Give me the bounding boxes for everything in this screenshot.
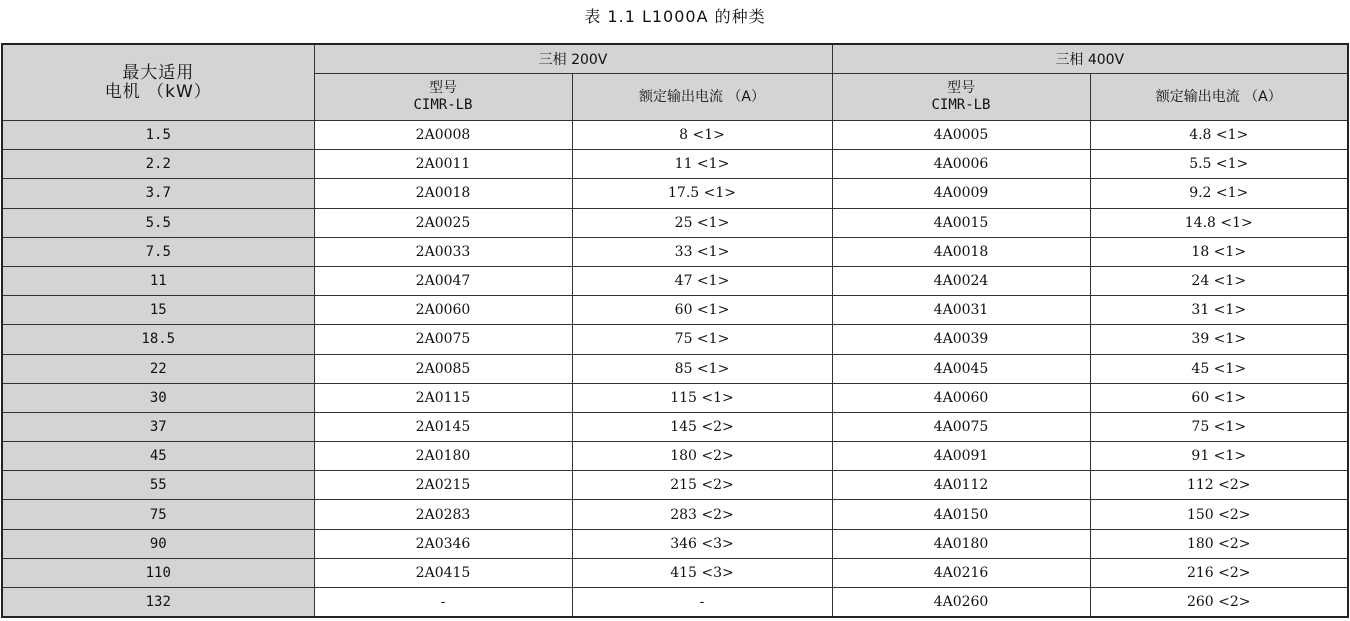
model-400v-cell: 4A0005 (832, 121, 1090, 150)
table-row (2, 412, 1348, 441)
model-400v-cell: 4A0091 (832, 442, 1090, 471)
model-400v-cell: 4A0180 (832, 529, 1090, 558)
model-200v-cell: 2A0215 (314, 471, 572, 500)
model-200v-cell: 2A0145 (314, 412, 572, 441)
motor-kw-cell: 110 (2, 558, 314, 587)
model-200v-cell: 2A0075 (314, 325, 572, 354)
current-200v-cell: 11 <1> (572, 150, 832, 179)
table-row (2, 471, 1348, 500)
motor-kw-cell: 7.5 (2, 237, 314, 266)
model-400v-cell: 4A0075 (832, 412, 1090, 441)
model-400v-cell: 4A0150 (832, 500, 1090, 529)
current-header-400v: 额定输出电流 （A） (1090, 74, 1348, 121)
table-caption: 表 1.1 L1000A 的种类 (584, 7, 766, 26)
motor-kw-cell: 3.7 (2, 179, 314, 208)
current-400v-cell: 60 <1> (1090, 383, 1348, 412)
motor-kw-cell: 5.5 (2, 208, 314, 237)
model-200v-cell: 2A0415 (314, 558, 572, 587)
model-200v-cell: - (314, 588, 572, 618)
current-200v-cell: 60 <1> (572, 296, 832, 325)
model-200v-cell: 2A0018 (314, 179, 572, 208)
model-200v-cell: 2A0283 (314, 500, 572, 529)
table-row (2, 529, 1348, 558)
current-400v-cell: 216 <2> (1090, 558, 1348, 587)
model-400v-cell: 4A0006 (832, 150, 1090, 179)
current-400v-cell: 112 <2> (1090, 471, 1348, 500)
model-400v-cell: 4A0060 (832, 383, 1090, 412)
model-400v-cell: 4A0112 (832, 471, 1090, 500)
motor-kw-cell: 15 (2, 296, 314, 325)
model-200v-cell: 2A0011 (314, 150, 572, 179)
model-200v-cell: 2A0115 (314, 383, 572, 412)
current-header-200v: 额定输出电流 （A） (572, 74, 832, 121)
model-200v-cell: 2A0033 (314, 237, 572, 266)
table-row (2, 266, 1348, 295)
current-400v-cell: 31 <1> (1090, 296, 1348, 325)
table-row (2, 558, 1348, 587)
current-200v-cell: 33 <1> (572, 237, 832, 266)
current-200v-cell: 8 <1> (572, 121, 832, 150)
motor-column-header (2, 44, 314, 121)
motor-kw-cell: 132 (2, 588, 314, 618)
model-200v-cell: 2A0346 (314, 529, 572, 558)
model-200v-cell: 2A0047 (314, 266, 572, 295)
table-row (2, 354, 1348, 383)
model-400v-cell: 4A0031 (832, 296, 1090, 325)
motor-kw-cell: 75 (2, 500, 314, 529)
table-row (2, 325, 1348, 354)
table-row (2, 442, 1348, 471)
drive-spec-table (1, 43, 1349, 618)
model-header-label: 型号 (947, 80, 975, 96)
model-header-prefix: CIMR-LB (931, 97, 991, 113)
current-200v-cell: 215 <2> (572, 471, 832, 500)
current-200v-cell: 25 <1> (572, 208, 832, 237)
motor-kw-cell: 22 (2, 354, 314, 383)
model-header-400v (832, 74, 1090, 121)
model-400v-cell: 4A0216 (832, 558, 1090, 587)
current-400v-cell: 14.8 <1> (1090, 208, 1348, 237)
model-400v-cell: 4A0009 (832, 179, 1090, 208)
current-400v-cell: 39 <1> (1090, 325, 1348, 354)
current-200v-cell: 47 <1> (572, 266, 832, 295)
table-row (2, 500, 1348, 529)
current-400v-cell: 260 <2> (1090, 588, 1348, 618)
current-200v-cell: 180 <2> (572, 442, 832, 471)
current-400v-cell: 180 <2> (1090, 529, 1348, 558)
model-200v-cell: 2A0060 (314, 296, 572, 325)
current-400v-cell: 91 <1> (1090, 442, 1348, 471)
current-200v-cell: 145 <2> (572, 412, 832, 441)
current-400v-cell: 75 <1> (1090, 412, 1348, 441)
table-row (2, 121, 1348, 150)
header-row-groups (2, 44, 1348, 74)
motor-kw-cell: 11 (2, 266, 314, 295)
model-400v-cell: 4A0260 (832, 588, 1090, 618)
table-row (2, 208, 1348, 237)
group-header-400v: 三相 400V (832, 44, 1348, 74)
current-400v-cell: 4.8 <1> (1090, 121, 1348, 150)
table-header (2, 44, 1348, 121)
model-200v-cell: 2A0180 (314, 442, 572, 471)
current-400v-cell: 5.5 <1> (1090, 150, 1348, 179)
model-200v-cell: 2A0008 (314, 121, 572, 150)
model-header-label: 型号 (429, 80, 457, 96)
table-row (2, 383, 1348, 412)
motor-kw-cell: 55 (2, 471, 314, 500)
model-200v-cell: 2A0085 (314, 354, 572, 383)
model-header-200v (314, 74, 572, 121)
motor-kw-cell: 90 (2, 529, 314, 558)
model-400v-cell: 4A0024 (832, 266, 1090, 295)
current-400v-cell: 45 <1> (1090, 354, 1348, 383)
current-200v-cell: 17.5 <1> (572, 179, 832, 208)
motor-header-line1: 最大适用 (122, 62, 195, 83)
motor-kw-cell: 2.2 (2, 150, 314, 179)
current-200v-cell: 415 <3> (572, 558, 832, 587)
model-200v-cell: 2A0025 (314, 208, 572, 237)
motor-kw-cell: 37 (2, 412, 314, 441)
motor-kw-cell: 1.5 (2, 121, 314, 150)
model-400v-cell: 4A0018 (832, 237, 1090, 266)
model-400v-cell: 4A0039 (832, 325, 1090, 354)
motor-kw-cell: 30 (2, 383, 314, 412)
current-400v-cell: 18 <1> (1090, 237, 1348, 266)
current-400v-cell: 9.2 <1> (1090, 179, 1348, 208)
group-header-200v: 三相 200V (314, 44, 832, 74)
model-header-prefix: CIMR-LB (413, 97, 473, 113)
current-200v-cell: 283 <2> (572, 500, 832, 529)
current-200v-cell: 85 <1> (572, 354, 832, 383)
table-row (2, 179, 1348, 208)
motor-kw-cell: 18.5 (2, 325, 314, 354)
motor-header-line2: 电机 （kW） (104, 81, 212, 102)
current-200v-cell: 115 <1> (572, 383, 832, 412)
current-400v-cell: 24 <1> (1090, 266, 1348, 295)
current-200v-cell: 75 <1> (572, 325, 832, 354)
table-row (2, 150, 1348, 179)
model-400v-cell: 4A0045 (832, 354, 1090, 383)
model-400v-cell: 4A0015 (832, 208, 1090, 237)
current-200v-cell: - (572, 588, 832, 618)
current-200v-cell: 346 <3> (572, 529, 832, 558)
table-row (2, 237, 1348, 266)
motor-kw-cell: 45 (2, 442, 314, 471)
table-row (2, 296, 1348, 325)
current-400v-cell: 150 <2> (1090, 500, 1348, 529)
table-body (2, 121, 1348, 618)
table-row (2, 588, 1348, 618)
